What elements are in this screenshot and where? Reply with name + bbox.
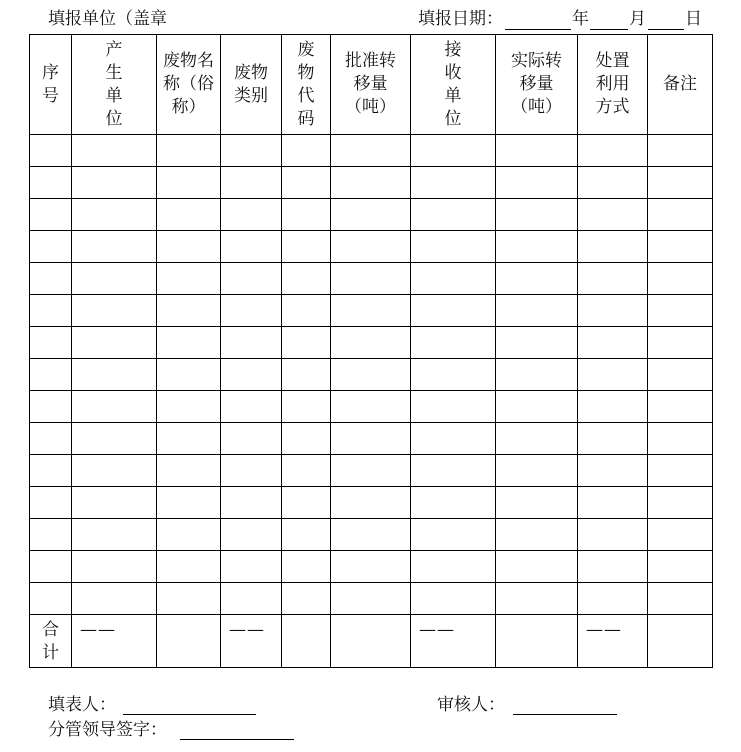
table-cell[interactable] [331, 359, 411, 391]
table-cell[interactable] [648, 423, 713, 455]
table-cell[interactable] [411, 295, 496, 327]
table-cell[interactable] [221, 391, 282, 423]
total-cell: —— [578, 615, 648, 668]
table-row [30, 167, 713, 199]
table-cell[interactable] [221, 519, 282, 551]
table-cell[interactable] [331, 583, 411, 615]
table-cell[interactable] [331, 199, 411, 231]
table-cell[interactable] [72, 359, 157, 391]
table-cell[interactable] [157, 327, 221, 359]
table-cell[interactable] [648, 199, 713, 231]
header-row [30, 35, 713, 135]
reviewer-blank[interactable] [513, 714, 617, 715]
table-cell[interactable] [496, 135, 578, 167]
table-row [30, 551, 713, 583]
table-cell[interactable] [221, 199, 282, 231]
table-cell[interactable] [221, 359, 282, 391]
col-receiver: 接 收 单 位 [411, 35, 496, 135]
table-cell[interactable] [221, 551, 282, 583]
table-row [30, 423, 713, 455]
filler-label: 填表人： [48, 695, 116, 715]
table-cell[interactable] [72, 391, 157, 423]
table-cell[interactable] [331, 263, 411, 295]
table-cell[interactable] [331, 487, 411, 519]
table-cell[interactable] [72, 423, 157, 455]
table-cell[interactable] [30, 327, 72, 359]
table-cell[interactable] [157, 295, 221, 327]
col-waste-name: 废物名称（俗称） [157, 35, 221, 135]
table-cell[interactable] [30, 359, 72, 391]
table-cell[interactable] [157, 551, 221, 583]
table-cell[interactable] [331, 423, 411, 455]
table-cell[interactable] [331, 231, 411, 263]
table-cell[interactable] [72, 551, 157, 583]
table-cell[interactable] [157, 455, 221, 487]
table-cell[interactable] [648, 487, 713, 519]
col-waste-code: 废物代码 [282, 35, 331, 135]
table-cell[interactable] [411, 391, 496, 423]
table-cell[interactable] [496, 423, 578, 455]
table-cell[interactable] [578, 263, 648, 295]
table-row [30, 327, 713, 359]
table-cell[interactable] [157, 583, 221, 615]
table-cell[interactable] [578, 295, 648, 327]
table-cell[interactable] [411, 359, 496, 391]
table-cell[interactable] [578, 487, 648, 519]
table-cell[interactable] [30, 583, 72, 615]
table-row [30, 263, 713, 295]
total-cell[interactable] [157, 615, 221, 668]
total-row [30, 615, 713, 668]
table-cell[interactable] [282, 295, 331, 327]
table-cell[interactable] [30, 135, 72, 167]
table-cell[interactable] [221, 487, 282, 519]
table-cell[interactable] [648, 551, 713, 583]
table-cell[interactable] [578, 167, 648, 199]
table-cell[interactable] [282, 583, 331, 615]
table-cell[interactable] [578, 327, 648, 359]
table-cell[interactable] [221, 231, 282, 263]
table-cell[interactable] [157, 199, 221, 231]
table-cell[interactable] [30, 423, 72, 455]
col-disposal-method: 处置利用方式 [578, 35, 648, 135]
table-cell[interactable] [411, 167, 496, 199]
table-cell[interactable] [221, 167, 282, 199]
table-cell[interactable] [411, 551, 496, 583]
table-cell[interactable] [578, 231, 648, 263]
year-label: 年 [572, 9, 589, 29]
table-cell[interactable] [157, 487, 221, 519]
table-row [30, 295, 713, 327]
table-cell[interactable] [496, 455, 578, 487]
table-cell[interactable] [221, 295, 282, 327]
table-cell[interactable] [157, 391, 221, 423]
col-waste-category: 废物类别 [221, 35, 282, 135]
table-cell[interactable] [648, 583, 713, 615]
table-cell[interactable] [578, 519, 648, 551]
table-cell[interactable] [411, 231, 496, 263]
table-cell[interactable] [648, 519, 713, 551]
total-cell[interactable] [496, 615, 578, 668]
table-cell[interactable] [496, 263, 578, 295]
table-cell[interactable] [648, 167, 713, 199]
table-cell[interactable] [221, 327, 282, 359]
fill-unit-label: 填报单位（盖章 [48, 9, 167, 29]
total-cell[interactable] [331, 615, 411, 668]
table-cell[interactable] [72, 583, 157, 615]
table-cell[interactable] [411, 263, 496, 295]
table-cell[interactable] [157, 263, 221, 295]
table-cell[interactable] [411, 455, 496, 487]
table-cell[interactable] [30, 391, 72, 423]
table-cell[interactable] [578, 551, 648, 583]
col-producer: 产 生 单 位 [72, 35, 157, 135]
table-cell[interactable] [221, 455, 282, 487]
table-cell[interactable] [72, 135, 157, 167]
table-cell[interactable] [331, 327, 411, 359]
table-row [30, 231, 713, 263]
total-cell: —— [411, 615, 496, 668]
table-cell[interactable] [411, 519, 496, 551]
table-cell[interactable] [331, 167, 411, 199]
table-cell[interactable] [282, 199, 331, 231]
table-cell[interactable] [648, 295, 713, 327]
table-row [30, 487, 713, 519]
table-cell[interactable] [282, 231, 331, 263]
table-row [30, 583, 713, 615]
table-row [30, 199, 713, 231]
month-label: 月 [629, 9, 646, 29]
table-cell[interactable] [221, 263, 282, 295]
table-cell[interactable] [72, 487, 157, 519]
table-cell[interactable] [331, 455, 411, 487]
table-cell[interactable] [648, 231, 713, 263]
table-cell[interactable] [648, 359, 713, 391]
table-cell[interactable] [331, 551, 411, 583]
table-cell[interactable] [72, 263, 157, 295]
total-cell[interactable] [282, 615, 331, 668]
table-cell[interactable] [282, 455, 331, 487]
table-cell[interactable] [157, 231, 221, 263]
col-approved-amount: 批准转移量（吨） [331, 35, 411, 135]
col-remarks: 备注 [648, 35, 713, 135]
table-cell[interactable] [496, 167, 578, 199]
table-cell[interactable] [578, 359, 648, 391]
filler-blank[interactable] [123, 714, 256, 715]
table-cell[interactable] [282, 327, 331, 359]
table-cell[interactable] [72, 519, 157, 551]
table-row [30, 455, 713, 487]
table-cell[interactable] [282, 423, 331, 455]
table-cell[interactable] [282, 487, 331, 519]
table-cell[interactable] [282, 135, 331, 167]
table-row [30, 519, 713, 551]
table-cell[interactable] [331, 519, 411, 551]
total-cell: —— [72, 615, 157, 668]
table-cell[interactable] [411, 583, 496, 615]
total-cell: —— [221, 615, 282, 668]
transfer-form-table [29, 34, 713, 668]
table-cell[interactable] [72, 327, 157, 359]
table-cell[interactable] [282, 391, 331, 423]
table-cell[interactable] [411, 487, 496, 519]
table-cell[interactable] [157, 423, 221, 455]
month-blank[interactable] [590, 29, 628, 30]
table-cell[interactable] [282, 167, 331, 199]
table-cell[interactable] [72, 231, 157, 263]
table-cell[interactable] [157, 167, 221, 199]
table-cell[interactable] [30, 455, 72, 487]
year-blank[interactable] [505, 29, 571, 30]
table-cell[interactable] [30, 231, 72, 263]
table-cell[interactable] [496, 551, 578, 583]
table-cell[interactable] [157, 519, 221, 551]
table-cell[interactable] [578, 423, 648, 455]
table-cell[interactable] [411, 199, 496, 231]
fill-date-label: 填报日期： [418, 9, 503, 29]
table-cell[interactable] [221, 135, 282, 167]
table-cell[interactable] [30, 167, 72, 199]
day-label: 日 [685, 9, 702, 29]
table-cell[interactable] [496, 583, 578, 615]
table-cell[interactable] [30, 295, 72, 327]
table-cell[interactable] [30, 199, 72, 231]
table-cell[interactable] [282, 551, 331, 583]
leader-sign-label: 分管领导签字： [48, 720, 167, 740]
table-cell[interactable] [157, 359, 221, 391]
table-cell[interactable] [30, 551, 72, 583]
table-cell[interactable] [331, 135, 411, 167]
table-cell[interactable] [496, 231, 578, 263]
table-cell[interactable] [72, 295, 157, 327]
table-cell[interactable] [496, 487, 578, 519]
table-cell[interactable] [221, 423, 282, 455]
table-cell[interactable] [648, 263, 713, 295]
table-cell[interactable] [578, 199, 648, 231]
table-cell[interactable] [578, 135, 648, 167]
table-cell[interactable] [411, 135, 496, 167]
table-cell[interactable] [282, 263, 331, 295]
table-cell[interactable] [30, 487, 72, 519]
table-cell[interactable] [157, 135, 221, 167]
table-cell[interactable] [282, 519, 331, 551]
table-cell[interactable] [282, 359, 331, 391]
total-cell[interactable] [648, 615, 713, 668]
table-cell[interactable] [411, 423, 496, 455]
table-cell[interactable] [72, 167, 157, 199]
table-cell[interactable] [648, 327, 713, 359]
table-cell[interactable] [496, 327, 578, 359]
reviewer-label: 审核人： [437, 695, 505, 715]
table-row [30, 391, 713, 423]
table-cell[interactable] [578, 583, 648, 615]
table-cell[interactable] [578, 391, 648, 423]
table-cell[interactable] [221, 583, 282, 615]
total-label: 合计 [30, 615, 72, 668]
table-cell[interactable] [648, 455, 713, 487]
table-cell[interactable] [331, 391, 411, 423]
table-cell[interactable] [578, 455, 648, 487]
table-cell[interactable] [496, 295, 578, 327]
day-blank[interactable] [648, 29, 684, 30]
table-cell[interactable] [496, 199, 578, 231]
table-cell[interactable] [411, 327, 496, 359]
table-cell[interactable] [72, 199, 157, 231]
table-cell[interactable] [496, 519, 578, 551]
table-cell[interactable] [331, 295, 411, 327]
table-cell[interactable] [30, 519, 72, 551]
table-cell[interactable] [648, 135, 713, 167]
table-cell[interactable] [30, 263, 72, 295]
table-row [30, 135, 713, 167]
table-row [30, 359, 713, 391]
table-cell[interactable] [496, 359, 578, 391]
leader-sign-blank[interactable] [180, 739, 294, 740]
table-cell[interactable] [648, 391, 713, 423]
col-serial: 序号 [30, 35, 72, 135]
table-cell[interactable] [72, 455, 157, 487]
table-cell[interactable] [496, 391, 578, 423]
col-actual-amount: 实际转移量（吨） [496, 35, 578, 135]
